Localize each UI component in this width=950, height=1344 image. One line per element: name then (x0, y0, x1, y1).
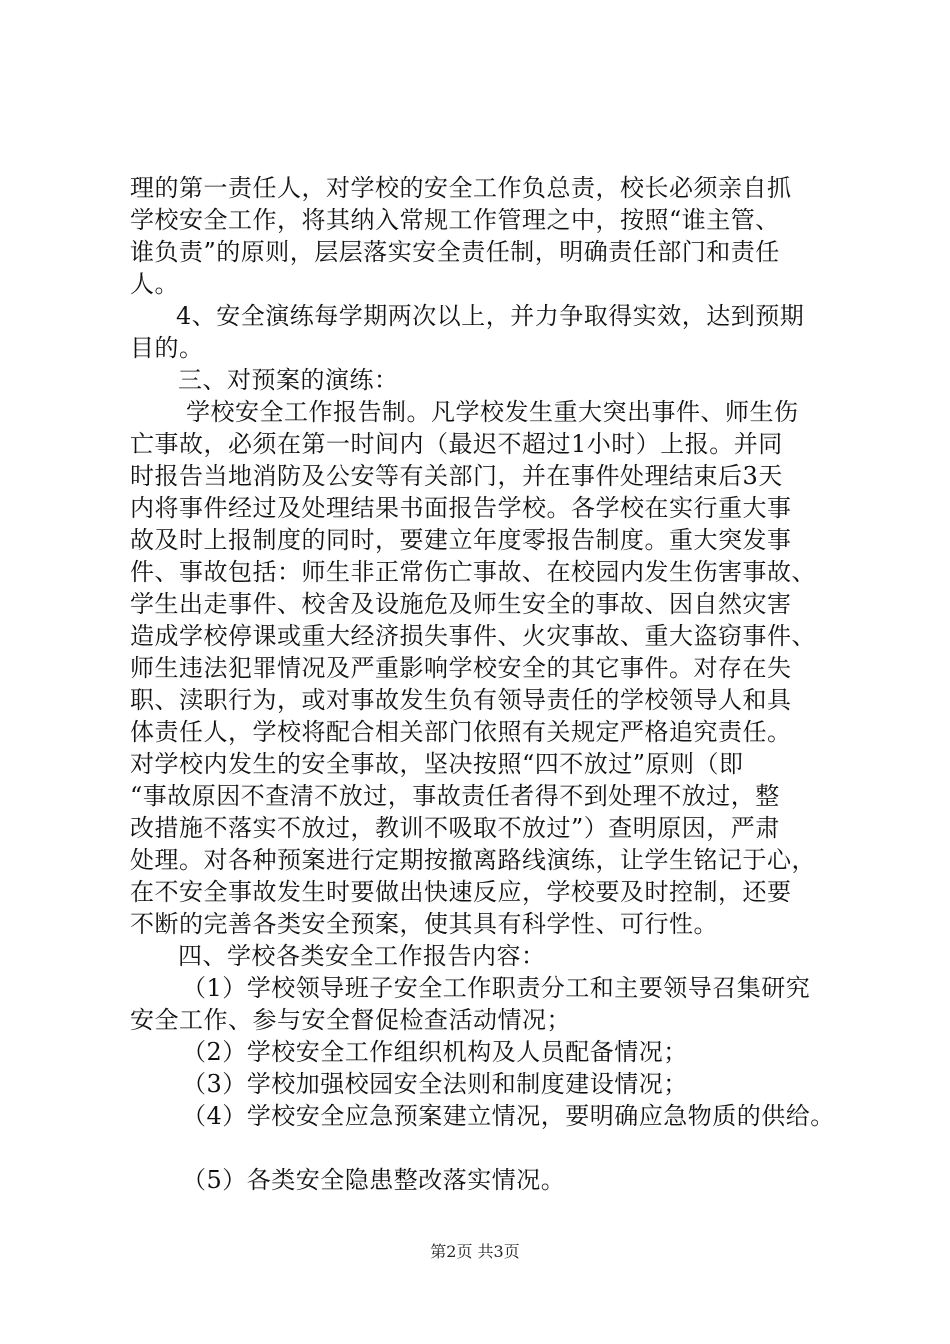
text-line: 安全工作、参与安全督促检查活动情况； (130, 1006, 571, 1034)
text-line: 人。 (130, 270, 179, 298)
text-line: 造成学校停课或重大经济损失事件、火灾事故、重大盗窃事件、 (130, 622, 816, 650)
text-line: 谁负责”的原则，层层落实安全责任制，明确责任部门和责任 (130, 238, 780, 266)
list-item: （5）各类安全隐患整改落实情况。 (182, 1166, 566, 1194)
text-line: 目的。 (130, 334, 204, 362)
text-line: 故及时上报制度的同时，要建立年度零报告制度。重大突发事 (130, 526, 792, 554)
list-item: （3）学校加强校园安全法则和制度建设情况； (182, 1070, 688, 1098)
text-line: 时报告当地消防及公安等有关部门，并在事件处理结束后3天 (130, 462, 783, 490)
text-line: 学校安全工作，将其纳入常规工作管理之中，按照“谁主管、 (130, 206, 780, 234)
text-line: 学校安全工作报告制。凡学校发生重大突出事件、师生伤 (186, 398, 799, 426)
list-item: （4）学校安全应急预案建立情况，要明确应急物质的供给。 (182, 1102, 835, 1130)
text-line: 对学校内发生的安全事故，坚决按照“四不放过”原则（即 (130, 750, 744, 778)
section-heading: 三、对预案的演练： (178, 366, 399, 394)
text-line: 职、渎职行为，或对事故发生负有领导责任的学校领导人和具 (130, 686, 792, 714)
list-item: （1）学校领导班子安全工作职责分工和主要领导召集研究 (182, 974, 811, 1002)
text-line: 件、事故包括：师生非正常伤亡事故、在校园内发生伤害事故、 (130, 558, 816, 586)
text-line: 体责任人，学校将配合相关部门依照有关规定严格追究责任。 (130, 718, 792, 746)
text-line: 不断的完善各类安全预案，使其具有科学性、可行性。 (130, 910, 718, 938)
text-line: 理的第一责任人，对学校的安全工作负总责，校长必须亲自抓 (130, 174, 792, 202)
text-line: “事故原因不查清不放过，事故责任者得不到处理不放过，整 (130, 782, 780, 810)
page-number: 第2页 共3页 (430, 1242, 520, 1261)
text-line: 在不安全事故发生时要做出快速反应，学校要及时控制，还要 (130, 878, 792, 906)
text-line: 师生违法犯罪情况及严重影响学校安全的其它事件。对存在失 (130, 654, 792, 682)
text-line: 学生出走事件、校舍及设施危及师生安全的事故、因自然灾害 (130, 590, 792, 618)
text-line: 处理。对各种预案进行定期按撤离路线演练，让学生铭记于心， (130, 846, 816, 874)
text-line: 4、安全演练每学期两次以上，并力争取得实效，达到预期 (176, 302, 805, 330)
document-body (130, 172, 835, 1196)
text-line: 内将事件经过及处理结果书面报告学校。各学校在实行重大事 (130, 494, 792, 522)
section-heading: 四、学校各类安全工作报告内容： (178, 942, 546, 970)
text-line: 改措施不落实不放过，教训不吸取不放过”）查明原因，严肃 (130, 814, 780, 842)
spacer (130, 1132, 830, 1164)
text-line: 亡事故，必须在第一时间内（最迟不超过1小时）上报。并同 (130, 430, 783, 458)
list-item: （2）学校安全工作组织机构及人员配备情况； (182, 1038, 688, 1066)
